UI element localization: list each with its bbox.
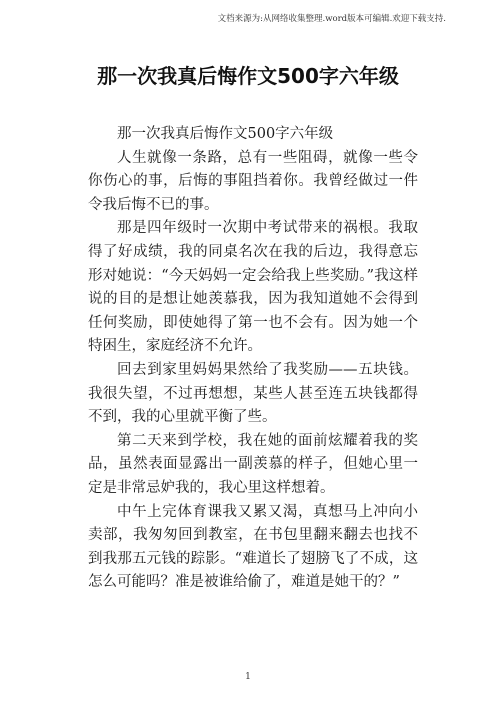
page-number: 1: [245, 672, 251, 682]
paragraph: 回去到家里妈妈果然给了我奖励——五块钱。我很失望，不过再想想，某些人甚至连五块钱都得不到，我的心里就平衡了些。: [88, 361, 418, 426]
paragraph: 那是四年级时一次期中考试带来的祸根。我取得了好成绩，我的同桌名次在我的后边，我得意忘形对她说：“今天妈妈一定会给我上些奖励。”我这样说的目的是想让她羡慕我，因为我知道她不会得到任何奖励，即使她得了第一也不会有。因为她一个特困生，家庭经济不允许。: [88, 220, 418, 355]
header-source-note: 文档来源为:从网络收集整理.word版本可编辑.欢迎下载支持.: [217, 14, 446, 24]
paragraph: 人生就像一条路，总有一些阻碍，就像一些令你伤心的事，后悔的事阻挡着你。我曾经做过一件令我后悔不已的事。: [88, 149, 418, 213]
document-title: 那一次我真后悔作文500字六年级: [97, 64, 399, 88]
paragraph: 中午上完体育课我又累又渴，真想马上冲向小卖部，我匆匆回到教室，在书包里翻来翻去也找不到我那五元钱的踪影。“难道长了翅膀飞了不成，这怎么可能吗？准是被谁给偷了，难道是她干的？”: [88, 503, 418, 591]
paragraph: 第二天来到学校，我在她的面前炫耀着我的奖品，虽然表面显露出一副羡慕的样子，但她心里一定是非常忌妒我的，我心里这样想着。: [88, 432, 418, 496]
paragraph-subtitle: 那一次我真后悔作文500字六年级: [117, 126, 334, 142]
document-body: [88, 123, 418, 595]
